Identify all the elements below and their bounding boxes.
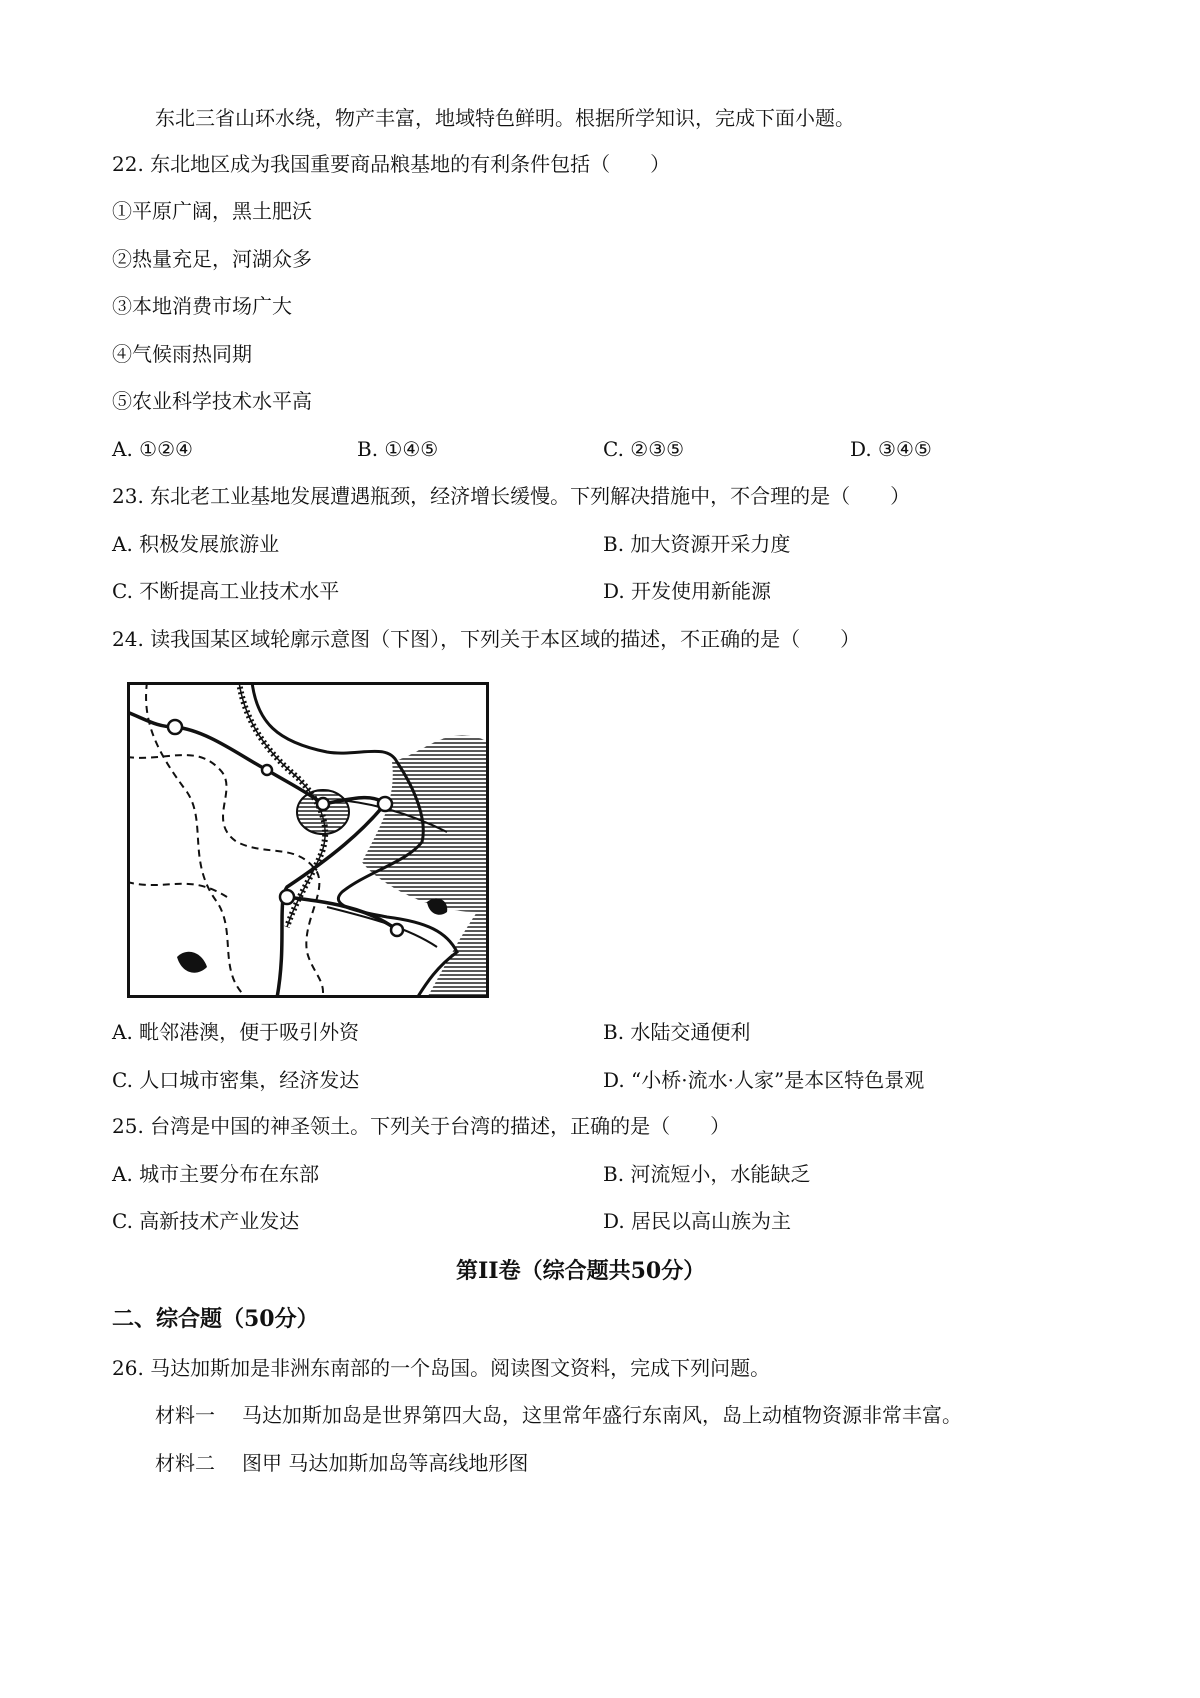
part-ii-title: 第II卷（综合题共50分）	[456, 1258, 706, 1284]
section-heading: 二、综合题（50分）	[112, 1306, 319, 1332]
q25-option-a: A. 城市主要分布在东部	[112, 1162, 320, 1186]
q22-item-2: ②热量充足，河湖众多	[112, 247, 312, 271]
q25-stem: 25. 台湾是中国的神圣领土。下列关于台湾的描述，正确的是（ ）	[112, 1114, 731, 1138]
q22-stem: 22. 东北地区成为我国重要商品粮基地的有利条件包括（ ）	[112, 152, 671, 176]
q22-item-1: ①平原广阔，黑土肥沃	[112, 199, 312, 223]
material-2-text: 图甲 马达加斯加岛等高线地形图	[242, 1451, 529, 1475]
q25-option-c: C. 高新技术产业发达	[112, 1209, 300, 1233]
region-outline-map	[127, 682, 489, 998]
q25-option-b: B. 河流短小，水能缺乏	[603, 1162, 811, 1186]
q22-option-b: B. ①④⑤	[357, 437, 439, 461]
q23-option-b: B. 加大资源开采力度	[603, 532, 791, 556]
q24-option-a: A. 毗邻港澳，便于吸引外资	[112, 1020, 360, 1044]
q24-option-b: B. 水陆交通便利	[603, 1020, 751, 1044]
material-1-text: 马达加斯加岛是世界第四大岛，这里常年盛行东南风，岛上动植物资源非常丰富。	[242, 1403, 962, 1427]
q26-stem: 26. 马达加斯加是非洲东南部的一个岛国。阅读图文资料，完成下列问题。	[112, 1356, 771, 1380]
q22-item-5: ⑤农业科学技术水平高	[112, 389, 312, 413]
q22-option-d: D. ③④⑤	[850, 437, 932, 461]
material-1-label: 材料一	[155, 1403, 215, 1427]
q23-option-d: D. 开发使用新能源	[603, 579, 772, 603]
q23-option-a: A. 积极发展旅游业	[112, 532, 280, 556]
q22-item-3: ③本地消费市场广大	[112, 294, 292, 318]
q25-option-d: D. 居民以高山族为主	[603, 1209, 792, 1233]
q23-stem: 23. 东北老工业基地发展遭遇瓶颈，经济增长缓慢。下列解决措施中，不合理的是（ ）	[112, 484, 911, 508]
material-2-label: 材料二	[155, 1451, 215, 1475]
q24-option-d: D. “小桥·流水·人家”是本区特色景观	[603, 1068, 925, 1092]
q24-stem: 24. 读我国某区域轮廓示意图（下图），下列关于本区域的描述，不正确的是（ ）	[112, 627, 861, 651]
q24-option-c: C. 人口城市密集，经济发达	[112, 1068, 360, 1092]
q23-option-c: C. 不断提高工业技术水平	[112, 579, 340, 603]
q22-option-c: C. ②③⑤	[603, 437, 685, 461]
intro-text: 东北三省山环水绕，物产丰富，地域特色鲜明。根据所学知识，完成下面小题。	[155, 106, 855, 130]
q22-option-a: A. ①②④	[112, 437, 193, 461]
q22-item-4: ④气候雨热同期	[112, 342, 252, 366]
